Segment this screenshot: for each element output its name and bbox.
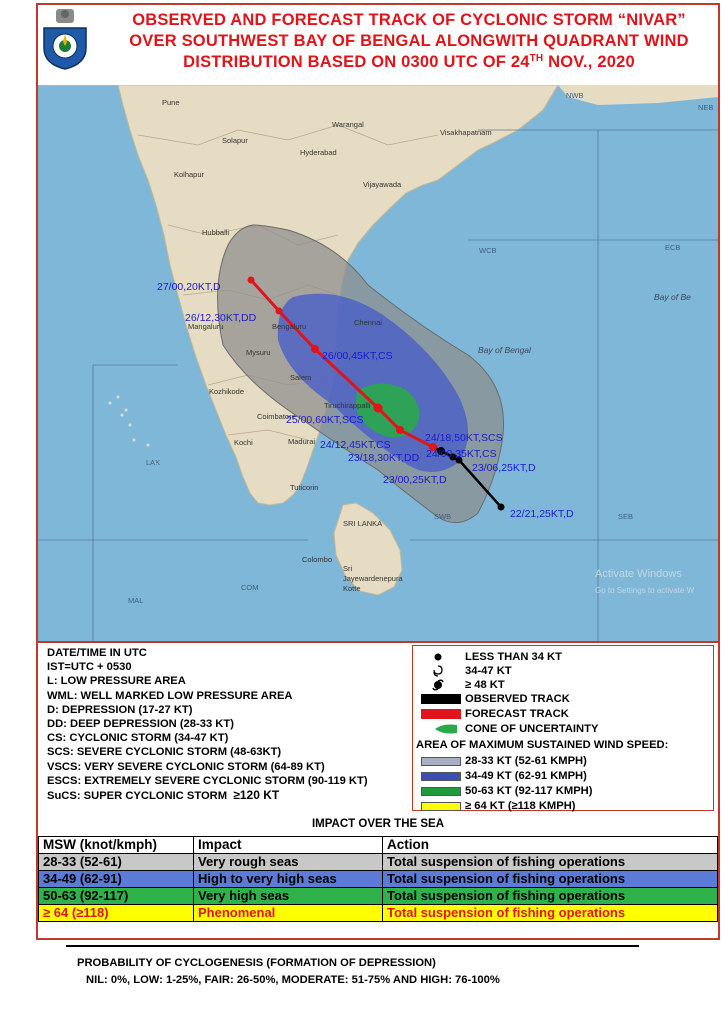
impact-msw: ≥ 64 (≥118) bbox=[39, 905, 194, 922]
place-label: Salem bbox=[290, 373, 312, 382]
impact-desc: Very high seas bbox=[194, 888, 383, 905]
impact-msw: 50-63 (92-117) bbox=[39, 888, 194, 905]
watermark-text: Activate Windows bbox=[595, 568, 682, 580]
legend-line bbox=[47, 788, 409, 803]
place-label: Mangaluru bbox=[188, 322, 224, 331]
track-label: 24/18,50KT,SCS bbox=[425, 432, 503, 444]
region-code: NEB bbox=[698, 103, 714, 112]
impact-action: Total suspension of fishing operations bbox=[383, 854, 718, 871]
legend-line: CS: CYCLONIC STORM (34-47 KT) bbox=[47, 732, 229, 745]
place-label: Kolhapur bbox=[174, 170, 205, 179]
place-label: Coimbatore bbox=[257, 412, 296, 421]
place-label: Solapur bbox=[222, 136, 248, 145]
impact-desc: Phenomenal bbox=[194, 905, 383, 922]
impact-row bbox=[39, 888, 718, 905]
impact-action: Total suspension of fishing operations bbox=[383, 871, 718, 888]
legend-label: OBSERVED TRACK bbox=[465, 693, 570, 705]
legend-sucs-label: SuCS: SUPER CYCLONIC STORM bbox=[47, 790, 228, 803]
legend-label: 34-49 KT (62-91 KMPH) bbox=[465, 770, 587, 782]
impact-action: Total suspension of fishing operations bbox=[383, 888, 718, 905]
legend-line: WML: WELL MARKED LOW PRESSURE AREA bbox=[47, 689, 293, 702]
cone-icon bbox=[433, 723, 459, 735]
legend-line: VSCS: VERY SEVERE CYCLONIC STORM (64-89 KT) bbox=[47, 760, 325, 773]
forecast-track-swatch bbox=[421, 709, 461, 719]
region-code: LAK bbox=[146, 458, 161, 467]
impact-desc: High to very high seas bbox=[194, 871, 383, 888]
region-code: ECB bbox=[665, 243, 681, 252]
legend-line: SCS: SEVERE CYCLONIC STORM (48-63KT) bbox=[47, 746, 282, 759]
place-label: Jayewardenepura bbox=[343, 574, 403, 583]
wind-64-swatch bbox=[421, 802, 461, 811]
impact-table bbox=[38, 836, 718, 922]
wind-50-63-swatch bbox=[421, 787, 461, 796]
map-divider bbox=[38, 641, 718, 643]
place-label: Vijayawada bbox=[363, 180, 402, 189]
impact-desc: Very rough seas bbox=[194, 854, 383, 871]
imd-emblem-icon bbox=[42, 8, 88, 70]
legend-label: ≥ 64 KT (≥118 KMPH) bbox=[465, 800, 576, 812]
probability-heading: PROBABILITY OF CYCLOGENESIS (FORMATION OF DEPRESSION) bbox=[77, 957, 436, 969]
legend-abbreviations bbox=[47, 646, 409, 803]
legend-line: IST=UTC + 0530 bbox=[47, 661, 132, 674]
impact-row bbox=[39, 905, 718, 922]
wind-area-heading: AREA OF MAXIMUM SUSTAINED WIND SPEED: bbox=[416, 739, 669, 751]
legend-line: L: LOW PRESSURE AREA bbox=[47, 675, 186, 688]
track-label: 26/12,30KT,DD bbox=[185, 312, 257, 324]
track-label: 26/00,45KT,CS bbox=[322, 350, 393, 362]
region-code: WCB bbox=[479, 246, 497, 255]
place-label: Warangal bbox=[332, 120, 364, 129]
region-code: SWB bbox=[434, 512, 452, 521]
title-superscript: TH bbox=[529, 53, 544, 64]
cyclogenesis-probability bbox=[77, 955, 500, 989]
track-label: 22/21,25KT,D bbox=[510, 508, 574, 520]
track-label: 27/00,20KT,D bbox=[157, 281, 221, 293]
track-label: 24/00,35KT,CS bbox=[426, 448, 497, 460]
sea-label: Bay of Bengal bbox=[478, 345, 531, 355]
place-label: Pune bbox=[162, 98, 180, 107]
impact-row bbox=[39, 854, 718, 871]
place-label: Madurai bbox=[288, 437, 316, 446]
legend-line: D: DEPRESSION (17-27 KT) bbox=[47, 703, 193, 716]
place-label: Colombo bbox=[302, 555, 333, 564]
place-label: Hyderabad bbox=[300, 148, 337, 157]
impact-header-row bbox=[39, 837, 718, 854]
legend-label: 50-63 KT (92-117 KMPH) bbox=[465, 785, 593, 797]
place-label: Kochi bbox=[234, 438, 253, 447]
legend-label: LESS THAN 34 KT bbox=[465, 651, 562, 663]
region-code: SEB bbox=[618, 512, 634, 521]
track-label: 24/12,45KT,CS bbox=[320, 439, 391, 451]
title-line-3 bbox=[104, 52, 714, 73]
track-label: 25/00,60KT,SCS bbox=[286, 414, 364, 426]
probability-scale: NIL: 0%, LOW: 1-25%, FAIR: 26-50%, MODERATE: 51-75% AND HIGH: 76-100% bbox=[86, 974, 500, 986]
place-label: Tuticorin bbox=[290, 483, 319, 492]
place-label: Visakhapatnam bbox=[440, 128, 492, 137]
impact-header-msw: MSW (knot/kmph) bbox=[39, 837, 194, 854]
place-label: Sri bbox=[343, 564, 353, 573]
place-label: Kozhikode bbox=[209, 387, 245, 396]
place-label: Hubballi bbox=[202, 228, 230, 237]
track-label: 23/18,30KT,DD bbox=[348, 452, 420, 464]
title-line-3-main: DISTRIBUTION BASED ON 0300 UTC OF 24 bbox=[183, 53, 530, 71]
impact-msw: 34-49 (62-91) bbox=[39, 871, 194, 888]
observed-track-swatch bbox=[421, 694, 461, 704]
cyclone-filled-icon bbox=[431, 678, 445, 692]
legend-label: 34-47 KT bbox=[465, 665, 512, 677]
region-code: MAL bbox=[128, 596, 144, 605]
place-label: Tiruchirappalli bbox=[324, 401, 371, 410]
place-label: Chennai bbox=[354, 318, 382, 327]
impact-row bbox=[39, 871, 718, 888]
cyclone-open-icon bbox=[431, 664, 445, 678]
region-code: COM bbox=[241, 583, 259, 592]
impact-msw: 28-33 (52-61) bbox=[39, 854, 194, 871]
place-label: SRI LANKA bbox=[343, 519, 383, 528]
region-code: NWB bbox=[566, 91, 584, 100]
footer-divider bbox=[66, 945, 639, 947]
place-label: Kotte bbox=[343, 584, 361, 593]
title-line-1: OBSERVED AND FORECAST TRACK OF CYCLONIC STORM “NIVAR” bbox=[132, 11, 686, 29]
small-dot-icon bbox=[433, 652, 443, 662]
legend-label: 28-33 KT (52-61 KMPH) bbox=[465, 755, 587, 767]
title-line-3-date: NOV., 2020 bbox=[543, 53, 635, 71]
impact-action: Total suspension of fishing operations bbox=[383, 905, 718, 922]
legend-symbols bbox=[412, 645, 714, 811]
place-label: Mysuru bbox=[246, 348, 271, 357]
sea-label: Bay of Be bbox=[654, 292, 691, 302]
legend-label: ≥ 48 KT bbox=[465, 679, 505, 691]
wind-34-49-swatch bbox=[421, 772, 461, 781]
legend-line: DATE/TIME IN UTC bbox=[47, 647, 147, 659]
page-title bbox=[104, 10, 714, 73]
track-label: 23/00,25KT,D bbox=[383, 474, 447, 486]
watermark-subtext: Go to Settings to activate W bbox=[595, 586, 695, 595]
legend-label: CONE OF UNCERTAINTY bbox=[465, 723, 599, 735]
track-label: 23/06,25KT,D bbox=[472, 462, 536, 474]
wind-28-33-swatch bbox=[421, 757, 461, 766]
impact-header-impact: Impact bbox=[194, 837, 383, 854]
place-label: Bengaluru bbox=[272, 322, 307, 331]
cyclone-track-map bbox=[38, 85, 718, 641]
legend-label: FORECAST TRACK bbox=[465, 708, 569, 720]
title-line-2: OVER SOUTHWEST BAY OF BENGAL ALONGWITH QUADRANT WIND bbox=[129, 32, 689, 50]
impact-title: IMPACT OVER THE SEA bbox=[311, 818, 445, 830]
legend-line: ESCS: EXTREMELY SEVERE CYCLONIC STORM (90-119 KT) bbox=[47, 774, 368, 787]
legend-line: DD: DEEP DEPRESSION (28-33 KT) bbox=[47, 718, 234, 731]
impact-header-action: Action bbox=[383, 837, 718, 854]
legend-sucs-value: ≥120 KT bbox=[233, 788, 280, 803]
